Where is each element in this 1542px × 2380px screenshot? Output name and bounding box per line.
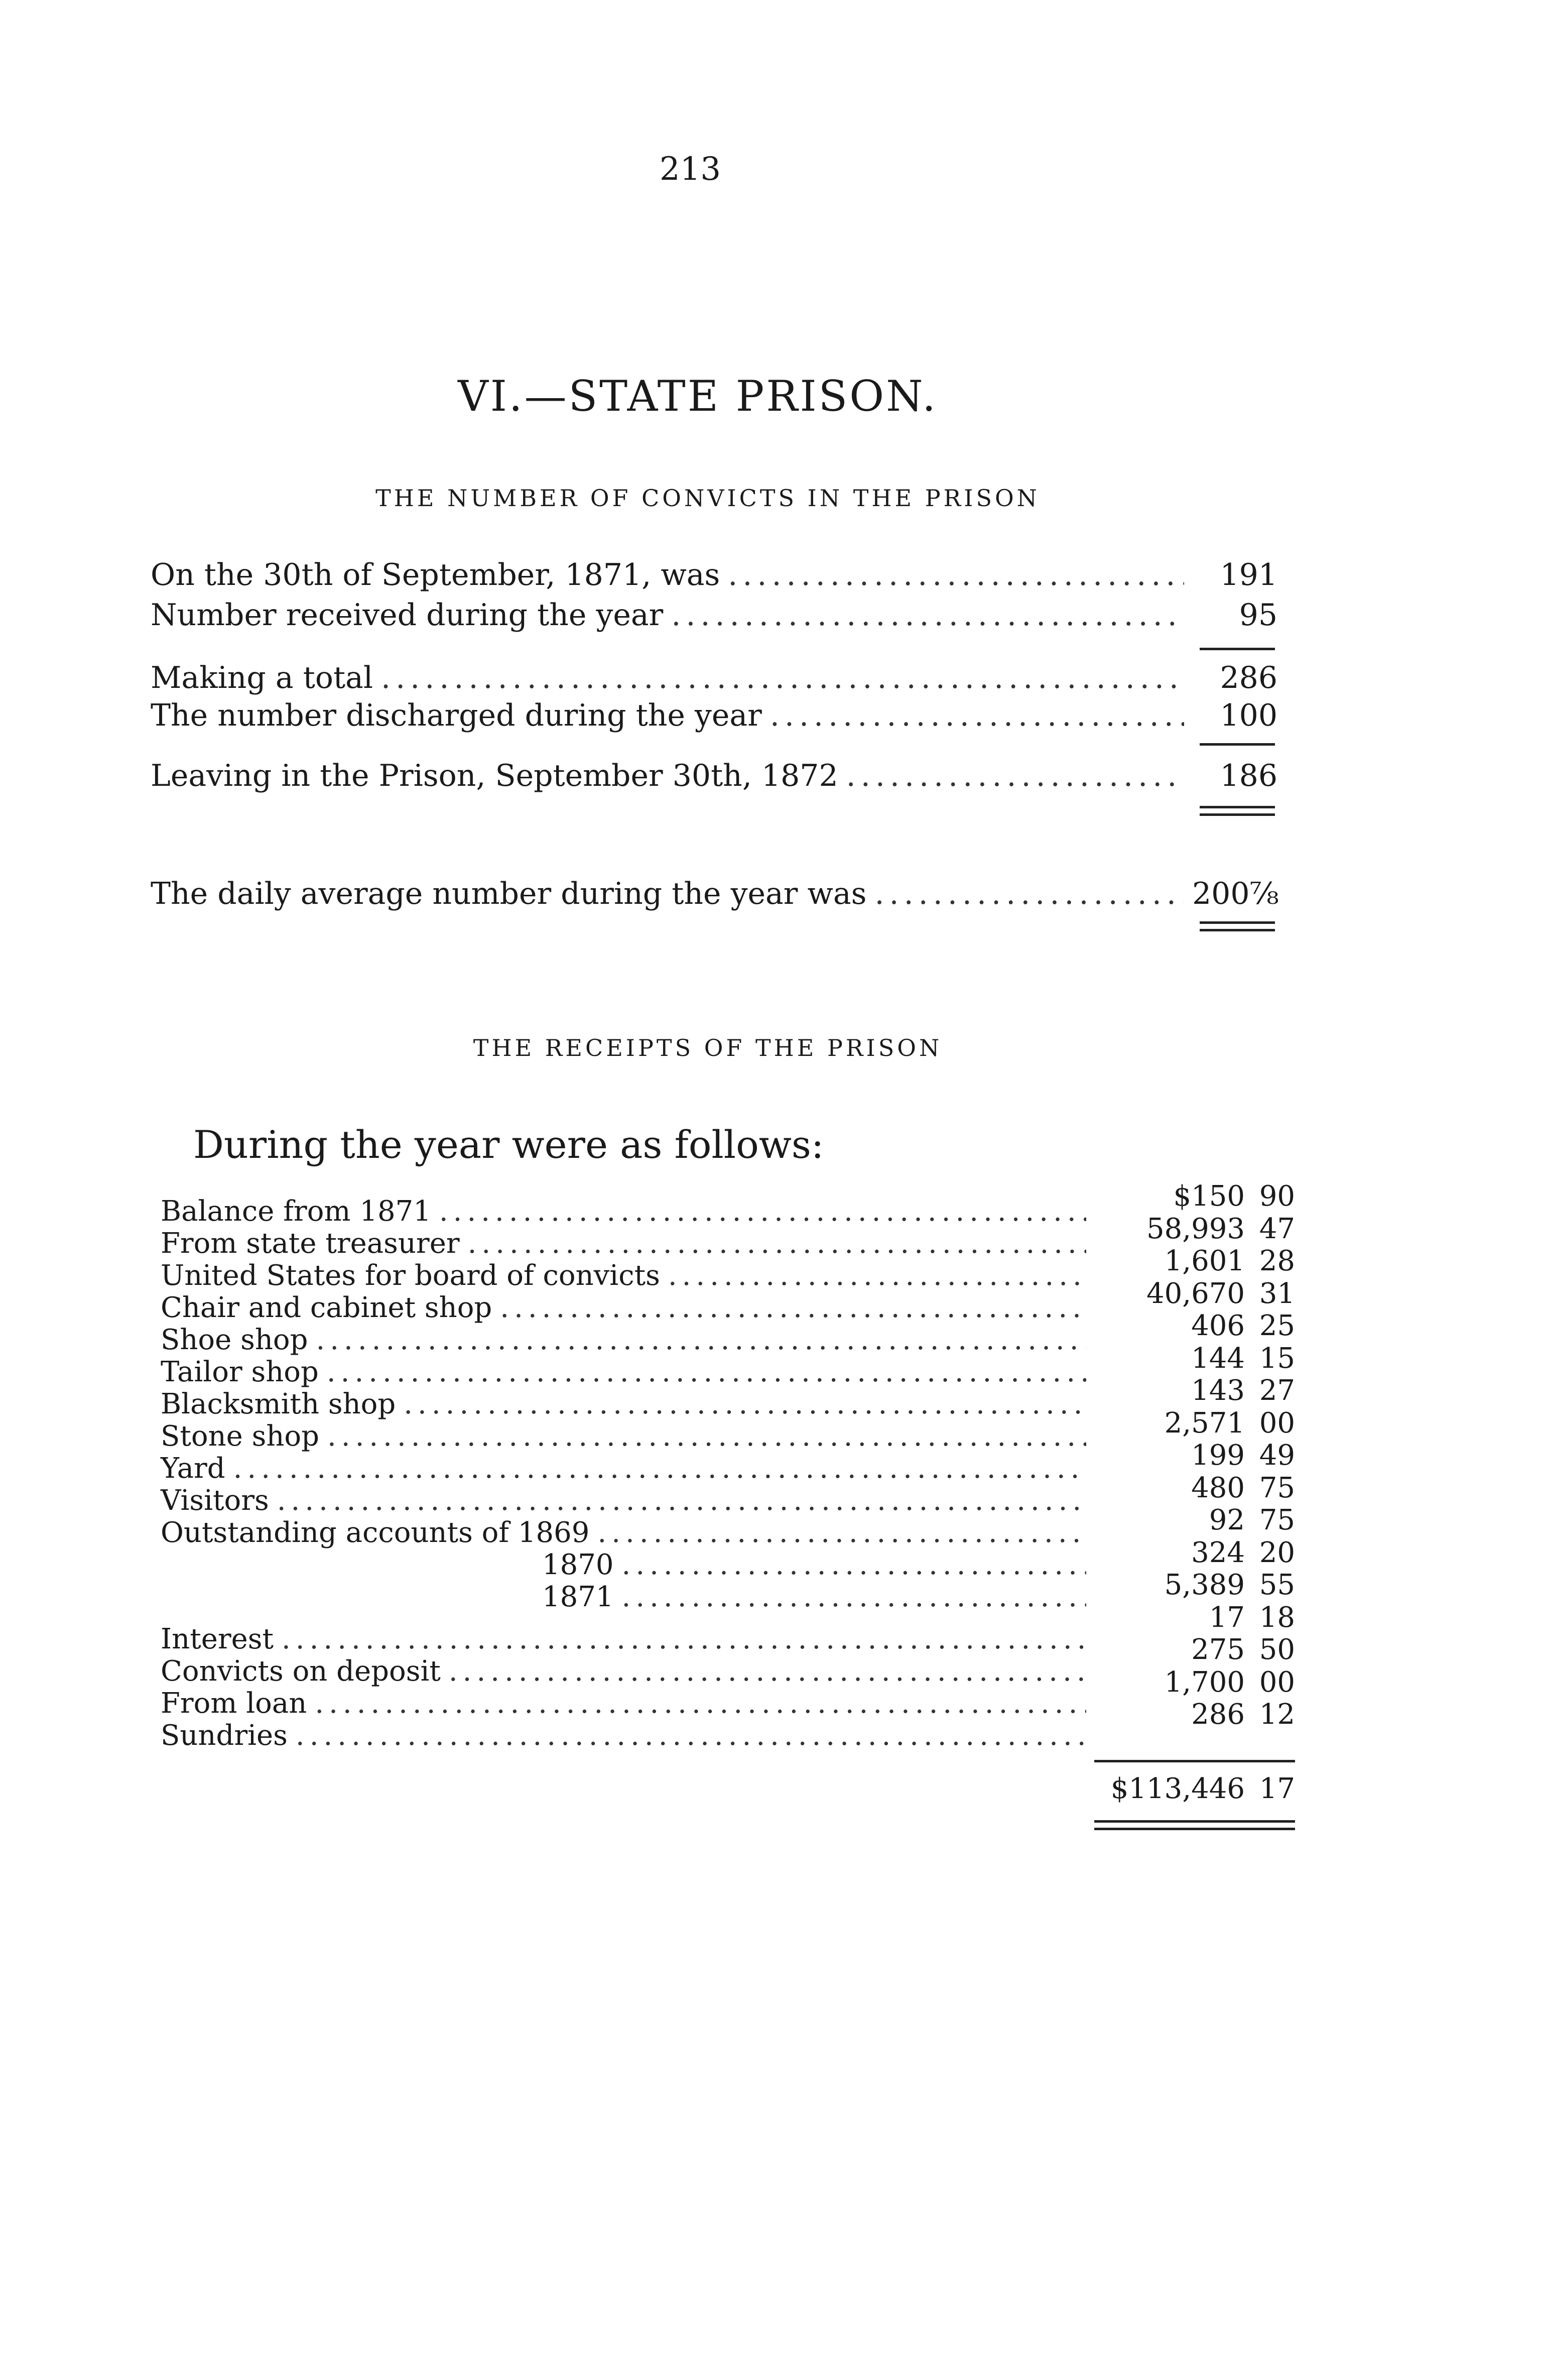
amount-dollars: 286 [1191,1698,1245,1731]
amount-dollars: 324 [1191,1536,1245,1569]
row-label: Tailor shop [161,1356,319,1388]
row-label: From loan [161,1687,307,1720]
receipts-heading: THE RECEIPTS OF THE PRISON [473,1034,943,1061]
receipts-row [161,1516,1094,1549]
leader-dots [846,758,1184,793]
row-value: 95 [1239,598,1277,633]
amount-dollars: 58,993 [1146,1212,1245,1245]
amount-cents: 18 [1259,1601,1295,1634]
receipts-row [161,1227,1094,1260]
receipts-total [1094,1772,1295,1805]
convicts-row [151,557,1277,592]
row-label: Making a total [151,660,373,695]
amount-dollars: 144 [1191,1342,1245,1375]
leader-dots [500,1291,1086,1324]
total-cents: 17 [1259,1772,1295,1805]
amount-cents: 28 [1259,1245,1295,1277]
receipts-row [161,1291,1094,1324]
row-label: Outstanding accounts of 1869 [161,1516,590,1549]
leader-dots [404,1388,1086,1420]
leader-dots [874,876,1184,911]
convicts-row [151,598,1277,633]
receipts-row [161,1623,1094,1655]
row-amount [1094,1342,1295,1375]
sum-rule [1094,1760,1295,1762]
row-value: 186 [1220,758,1277,793]
amount-dollars: 480 [1191,1471,1245,1504]
amount-cents: 25 [1259,1310,1295,1342]
amount-cents: 00 [1259,1406,1295,1440]
row-label: Convicts on deposit [161,1655,441,1688]
amount-cents: 49 [1259,1439,1295,1472]
receipts-row [161,1687,1094,1720]
leader-dots [277,1484,1086,1517]
row-amount [1094,1666,1295,1699]
amount-dollars: 17 [1209,1601,1245,1634]
row-amount [1094,1504,1295,1536]
amount-dollars: 1,700 [1164,1665,1245,1699]
row-label: The daily average number during the year was [151,876,867,911]
row-amount [1094,1310,1295,1342]
row-value: 200⅞ [1192,876,1279,911]
amount-cents: 55 [1259,1569,1295,1601]
leader-dots [728,557,1184,592]
leader-dots [381,660,1184,695]
row-amount [1094,1472,1295,1504]
row-amount [1094,1569,1295,1601]
amount-dollars: 143 [1191,1374,1245,1407]
leader-dots [449,1655,1086,1688]
row-label: Chair and cabinet shop [161,1291,492,1324]
row-label: Shoe shop [161,1324,308,1356]
amount-cents: 75 [1259,1471,1295,1504]
row-label: Sundries [161,1719,288,1752]
amount-dollars: 92 [1209,1504,1245,1536]
leader-dots [296,1719,1086,1752]
amount-cents: 31 [1259,1277,1295,1310]
row-amount [1094,1698,1295,1731]
amount-cents: 27 [1259,1374,1295,1407]
row-label: Leaving in the Prison, September 30th, 1872 [151,758,838,793]
leader-dots [327,1420,1086,1453]
receipts-row [161,1452,1094,1485]
leader-dots [439,1195,1086,1228]
convicts-row [151,758,1277,793]
amount-dollars: 275 [1191,1633,1245,1666]
amount-dollars: $150 [1173,1180,1245,1213]
amount-cents: 75 [1259,1504,1295,1536]
row-label: Balance from 1871 [161,1195,431,1228]
row-label: Yard [161,1452,225,1485]
row-amount [1094,1407,1295,1440]
amount-dollars: 2,571 [1164,1406,1245,1440]
amount-cents: 15 [1259,1342,1295,1375]
row-amount [1094,1536,1295,1569]
amount-cents: 90 [1259,1180,1295,1213]
row-value: 191 [1220,557,1277,592]
row-label: Interest [161,1623,274,1655]
total-dollars: $113,446 [1110,1772,1245,1805]
sum-rule [1200,648,1275,650]
row-amount [1094,1245,1295,1277]
amount-cents: 50 [1259,1633,1295,1666]
row-amount [1094,1277,1295,1310]
receipts-row [161,1324,1094,1356]
amount-cents: 00 [1259,1665,1295,1699]
total-double-rule [1200,921,1275,931]
receipts-row [161,1259,1094,1292]
row-amount [1094,1439,1295,1472]
receipts-row [161,1195,1094,1228]
convicts-heading: THE NUMBER OF CONVICTS IN THE PRISON [375,485,1040,512]
row-label: Number received during the year [151,598,664,633]
row-label: Stone shop [161,1420,319,1453]
leader-dots [233,1452,1086,1485]
row-amount [1094,1601,1295,1634]
amount-dollars: 406 [1191,1310,1245,1342]
amount-cents: 47 [1259,1212,1295,1245]
leader-dots [597,1516,1086,1549]
receipts-row [161,1420,1094,1453]
row-amount [1094,1633,1295,1666]
convicts-row [151,876,1277,911]
row-label: The number discharged during the year [151,698,762,733]
receipts-row [161,1388,1094,1420]
row-label: 1871 [542,1581,614,1613]
sum-rule [1200,743,1275,746]
receipts-row [542,1581,1094,1613]
receipts-row [161,1655,1094,1688]
receipts-row [161,1484,1094,1517]
leader-dots [468,1227,1086,1260]
total-double-rule [1094,1820,1295,1830]
row-label: Visitors [161,1484,269,1517]
receipts-row [161,1356,1094,1388]
row-amount [1094,1213,1295,1245]
leader-dots [622,1549,1086,1581]
row-amount [1094,1374,1295,1407]
leader-dots [315,1687,1086,1720]
amount-cents: 12 [1259,1698,1295,1731]
receipts-intro: During the year were as follows: [193,1122,824,1167]
row-label: Blacksmith shop [161,1388,396,1420]
amount-dollars: 40,670 [1146,1277,1245,1310]
page-number: 213 [659,151,721,188]
receipts-row [542,1549,1094,1581]
leader-dots [770,698,1184,733]
leader-dots [327,1356,1086,1388]
row-label: On the 30th of September, 1871, was [151,557,720,592]
leader-dots [316,1324,1086,1356]
leader-dots [671,598,1184,633]
leader-dots [668,1259,1086,1292]
leader-dots [282,1623,1086,1655]
total-double-rule [1200,806,1275,816]
page-title: VI.—STATE PRISON. [458,372,938,421]
amount-dollars: 5,389 [1164,1569,1245,1601]
row-value: 286 [1220,660,1277,695]
amount-dollars: 1,601 [1164,1245,1245,1277]
convicts-row [151,660,1277,695]
row-label: United States for board of convicts [161,1259,660,1292]
receipts-row [161,1719,1094,1752]
amount-cents: 20 [1259,1536,1295,1569]
convicts-row [151,698,1277,733]
leader-dots [622,1581,1086,1613]
row-value: 100 [1220,698,1277,733]
row-label: 1870 [542,1549,614,1581]
row-amount [1094,1180,1295,1213]
row-label: From state treasurer [161,1227,460,1260]
amount-dollars: 199 [1191,1439,1245,1472]
